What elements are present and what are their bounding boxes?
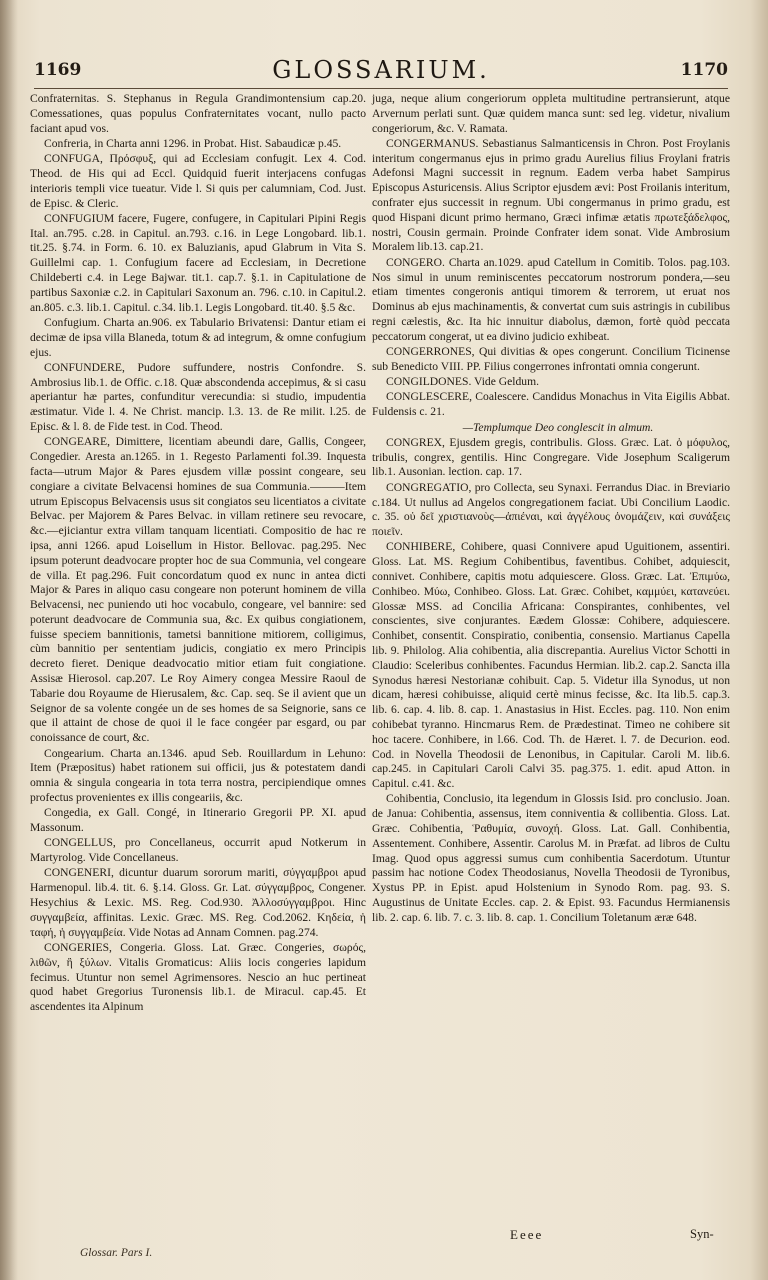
left-column xyxy=(30,92,366,1015)
verse-quote: —Templumque Deo conglescit in almum. xyxy=(462,420,654,434)
entry-paragraph: CONFUNDERE, Pudore suffundere, nostris Confondre. S. Ambrosius lib.1. de Offic. c.18. Quæ abscondenda accepimus, & si casu aperiantur hæ partes, confunditur verecundia: si studio, impudentia æstimatur. Vide l. 4. Ne Christ. mancip. l.3. 13. de Re milit. l.25. de Episc. & l. 8. de Fide test. in Cod. Theod. xyxy=(30,360,366,434)
entry-paragraph: Congearium. Charta an.1346. apud Seb. Rouillardum in Lehuno: Item (Præpositus) habet rationem sui officii, jus & potestatem dandi omnia & singula congearia in tota terra nostra, percipiendique omnes profectus provenientes ex illis congeariis, &c. xyxy=(30,746,366,804)
entry-paragraph: CONGELLUS, pro Concellaneus, occurrit apud Notkerum in Martyrolog. Vide Concellaneus. xyxy=(30,836,366,865)
page-number-right: 1170 xyxy=(680,60,728,80)
entry-paragraph: Cohibentia, Conclusio, ita legendum in Glossis Isid. pro conclusio. Joan. de Janua: Cohibentia, assensus, item conniventia & collibentia. Gloss. Lat. Græc. Cohibentia, Ῥαθυμία, συνοχή. Gloss. Lat. Gall. Conhibentia, Assentement. Conhibere, Assentir. Carolus M. in Præfat. ad libros de Cultu Imag. Quod opus aggressi sumus cum conhibentia Sacerdotum. Utuntur passim hac notione Codex Theodosianus, Novella Theodosii de Tyronibus, Xystus PP. in Epist. apud Holstenium in Synodo Rom. pag. 93. S. Augustinus de Unitate Eccles. cap. 2. & Epist. 93. Facundus Hermianensis lib. 2. cap. 6. lib. 7. c. 3. lib. 8. cap. 1. Concilium Toletanum æræ 648. xyxy=(372,792,730,924)
gutter-shadow xyxy=(0,0,18,1280)
entry-paragraph: CONFUGA, Πρόσφυξ, qui ad Ecclesiam confugit. Lex 4. Cod. Theod. de His qui ad Eccl. Quidquid fuerit interjacens confugas interioris templi vice tueatur. Vide l. Si quis per calumniam, Cod. Just. de Episc. & Cleric. xyxy=(30,152,366,210)
entry-paragraph: Confugium. Charta an.906. ex Tabulario Brivatensi: Dantur etiam ei decimæ de ipsa villa Blaneda, totum & ad integrum, & omne confugium ejus. xyxy=(30,315,366,359)
entry-paragraph: CONGEARE, Dimittere, licentiam abeundi dare, Gallis, Congeer, Congedier. Aresta an.1265. in 1. Regesto Parlamenti fol.39. Inquesta facta—utrum Major & Pares ejusdem villæ possint congeare, seu congiare a civitate Belvacensi homines de sua Communia.———Item utrum Episcopus Belvacensis usus sit congiatos seu licentiatos a civitate Belvac. per Majorem & Pares Belvac. in villam retinere seu revocare, &c.—ejiciantur extra villam tanquam licentiati. Compositio de hac re ipsa, anni 1266. apud Loisellum in Histor. Bellovac. pag.295. Nec ipsum poterunt deadvocare propter hoc de sua Communia, vel congeare de villa. Et pag.296. Fuit concordatum quod ex nunc in antea dicti Major & Pares in aliquo casu congeare non poterunt hominem de villa Belvacensi, nec puniendo uti hoc vocabulo, congeare, vel bannire: sed poterunt deadvocare de Communia sua, &c. Ex quibus congiationem, fuisse speciem bannitionis, tametsi bannitione mitiorem, colligimus, cùm bannitio per sententiam judicis, congiatio ex mero Principis decreto fieret. Denique deadvocatio mitior etiam fuit congiatione. Assisæ Hierosol. cap.207. Le Roy Aimery congea Messire Raoul de Tabarie dou Royaume de Hierusalem, &c. Cap. seq. Se il avient que un Seignor de sa volente congée un de ses homes de sa Seignorie, sans ce que il attaint de chose de quoi il le face congéer par esgard, ou par conoissance de court, &c. xyxy=(30,435,366,745)
entry-paragraph: CONGENERI, dicuntur duarum sororum mariti, σύγγαμβροι apud Harmenopul. lib.4. tit. 6. §.14. Gloss. Gr. Lat. σύγγαμβρος, Congener. Hesychius & Lexic. MS. Reg. Cod.930. Ἀλλοσύγγαμβροι. Hinc συγγαμβεία, affinitas. Lexic. Græc. MS. Reg. Cod.2062. Κηδεία, ἡ ταφή, ἡ συγγαμβεία. Vide Notas ad Annam Comnen. pag.274. xyxy=(30,866,366,939)
entry-paragraph: CONHIBERE, Cohibere, quasi Connivere apud Uguitionem, assentiri. Gloss. Lat. MS. Regium Cohibentibus, faventibus. Cohibet, adquiescit, connivet. Conhibere, capitis motu adquiescere. Gloss. Græc. Lat. Ἐπιμύω, Conhibeo. Μύω, Conhibeo. Gloss. Lat. Græc. Cohibet, καμμύει, κατανεύει. Glossæ MSS. ad Concilia Africana: Conspirantes, conhibentes, vel conscientes, sive conjurantes. Eædem Glossæ: Cohibere, adquiescere. Conhibet, consentit. Conspiratio, conibentia, consensio. Martianus Capella lib. 9. Philolog. Alia cohibentia, alia discrepantia. Aurelius Victor Schotti in Claudio: Sceleribus conhibentes. Facundus Hermian. lib.2. cap.2. Sancta illa Synodus hæresi Nestorianæ cohibuit. Cap. 5. Videtur illa Synodus, ut non dicam, hæresi cohibuisse, aliquid certè minus fecisse, &c. Ita lib.5. cap.3. lib. 6. cap. 4. lib. 8. cap. 1. Anastasius in Hist. Eccles. pag. 110. Non enim cohibebat tyranno. Hincmarus Rem. de Prædestinat. Timeo ne cohibere sit hoc tacere. Conhibere, in l.66. Cod. Th. de Hæret. l. 7. de Decurion. eod. Cod. in Novella Theodosii de Lenonibus, in Capitular. Caroli M. lib.6. cap.245. in Capitulari Caroli Calvi 35. pag.375. 1. edit. apud Atton. in Capitul. c.41. &c. xyxy=(372,540,730,791)
signature-mark: Eeee xyxy=(510,1227,544,1242)
catchword: Syn- xyxy=(690,1227,714,1241)
entry-paragraph: Confreria, in Charta anni 1296. in Probat. Hist. Sabaudicæ p.45. xyxy=(44,136,342,150)
entry-paragraph: CONGERMANUS. Sebastianus Salmanticensis in Chron. Post Froylanis interitum congermanus ejus in primo gradu Aurelius filius Froylani fratris Adefonsi Magni successit in regnum. Eadem verba habet Sampirus Episcopus Asturicensis. Alius Scriptor ejusdem ævi: Post Froilanis interitum, confrater ejus successit in regnum. Ubi congermanus in primo gradu, est quod Hispani dicunt primo hermano, Græci infimæ ætatis πρωτεξάδελφος, nostri, Cousin germain. Proinde Confrater idem sonat. Vide Ambrosium Moralem lib.13. cap.21. xyxy=(372,136,730,254)
running-foot: Glossar. Pars I. xyxy=(80,1247,153,1259)
entry-paragraph: CONGLESCERE, Coalescere. Candidus Monachus in Vita Eigilis Abbat. Fuldensis c. 21. xyxy=(372,390,730,419)
entry-paragraph: CONGERO. Charta an.1029. apud Catellum in Comitib. Tolos. pag.103. Nos simul in unum reminiscentes peccatorum nostrorum pondera,—seu etiam timentes congeronis antiqui timorem & terrorem, ut eruat nos Dominus ab ejus machinamentis, & convertat cum suis astringis in cubilibus regni cælestis, &c. Ita hic innuitur diabolus, dæmon, fortè quòd peccata peccatorum congerat, ut ea divino judicio exhibeat. xyxy=(372,255,730,343)
entry-paragraph: CONGREX, Ejusdem gregis, contribulis. Gloss. Græc. Lat. ὁ μόφυλος, tribulis, congrex, gentilis. Hinc Congregare. Vide Josephum Scaligerum lib.1. Ausonian. lection. cap. 17. xyxy=(372,435,730,479)
entry-paragraph: CONGREGATIO, pro Collecta, seu Synaxi. Ferrandus Diac. in Breviario c.184. Ut nullus ad Angelos congregationem faciat. Ubi Concilium Laodic. c. 35. οὐ δεῖ χριστιανοὺς—ἀπιέναι, καὶ ἀγγέλους ὀνομάζειν, καὶ συνάξεις ποιεῖν. xyxy=(372,480,730,539)
page-number-left: 1169 xyxy=(34,60,82,80)
right-column xyxy=(372,92,730,926)
entry-paragraph: CONGILDONES. Vide Geldum. xyxy=(386,375,540,389)
page-header xyxy=(34,56,728,86)
page-title: GLOSSARIUM. xyxy=(272,56,490,84)
entry-paragraph: Confraternitas. S. Stephanus in Regula Grandimontensium cap.20. Comessationes, quas populus Confraternitates vocant, nullo pacto faciant apud vos. xyxy=(30,92,366,135)
entry-paragraph: CONFUGIUM facere, Fugere, confugere, in Capitulari Pipini Regis Ital. an.795. c.28. in Capitul. an.793. c.16. in Lege Longobard. lib.1. tit.25. §.74. in Form. 6. 10. ex Baluzianis, apud Glabrum in Vita S. Guillelmi cap. 1. Confugium facere ad Ecclesiam, in Decretione Childeberti c.4. in Lege Bajwar. tit.1. cap.7. §.1. in Capitulatione de partibus Saxoniæ c.2. in Capitulari Saxonum an. 796. c.10. in Capitul.2. an.805. c.3. lib.1. Capitul. c.34. lib.1. Legis Longobard. tit.40. §.5 &c. xyxy=(30,211,366,314)
entry-paragraph: CONGERIES, Congeria. Gloss. Lat. Græc. Congeries, σωρός, λιθῶν, ἢ ξύλων. Vitalis Gromaticus: Aliis locis congeries lapidum fecimus. Utuntur non semel Agrimensores. Nescio an huc pertineat quod habet Gregorius Turonensis lib.1. de Miracul. cap.45. Et ascendentes ita Alpinum xyxy=(30,940,366,1014)
entry-paragraph: CONGERRONES, Qui divitias & opes congerunt. Concilium Ticinense sub Benedicto VIII. PP. Filius congerrones infrontati omnia congerunt. xyxy=(372,345,730,373)
header-rule xyxy=(34,88,728,89)
entry-paragraph: juga, neque alium congeriorum oppleta multitudine pertransierunt, atque Arvernum perlati sunt. Quæ quidem manca sunt: sed leg. videtur, nivalium congeriorum, &c. V. Ramata. xyxy=(372,92,730,135)
entry-paragraph: Congedia, ex Gall. Congé, in Itinerario Gregorii PP. XI. apud Massonum. xyxy=(30,806,366,835)
